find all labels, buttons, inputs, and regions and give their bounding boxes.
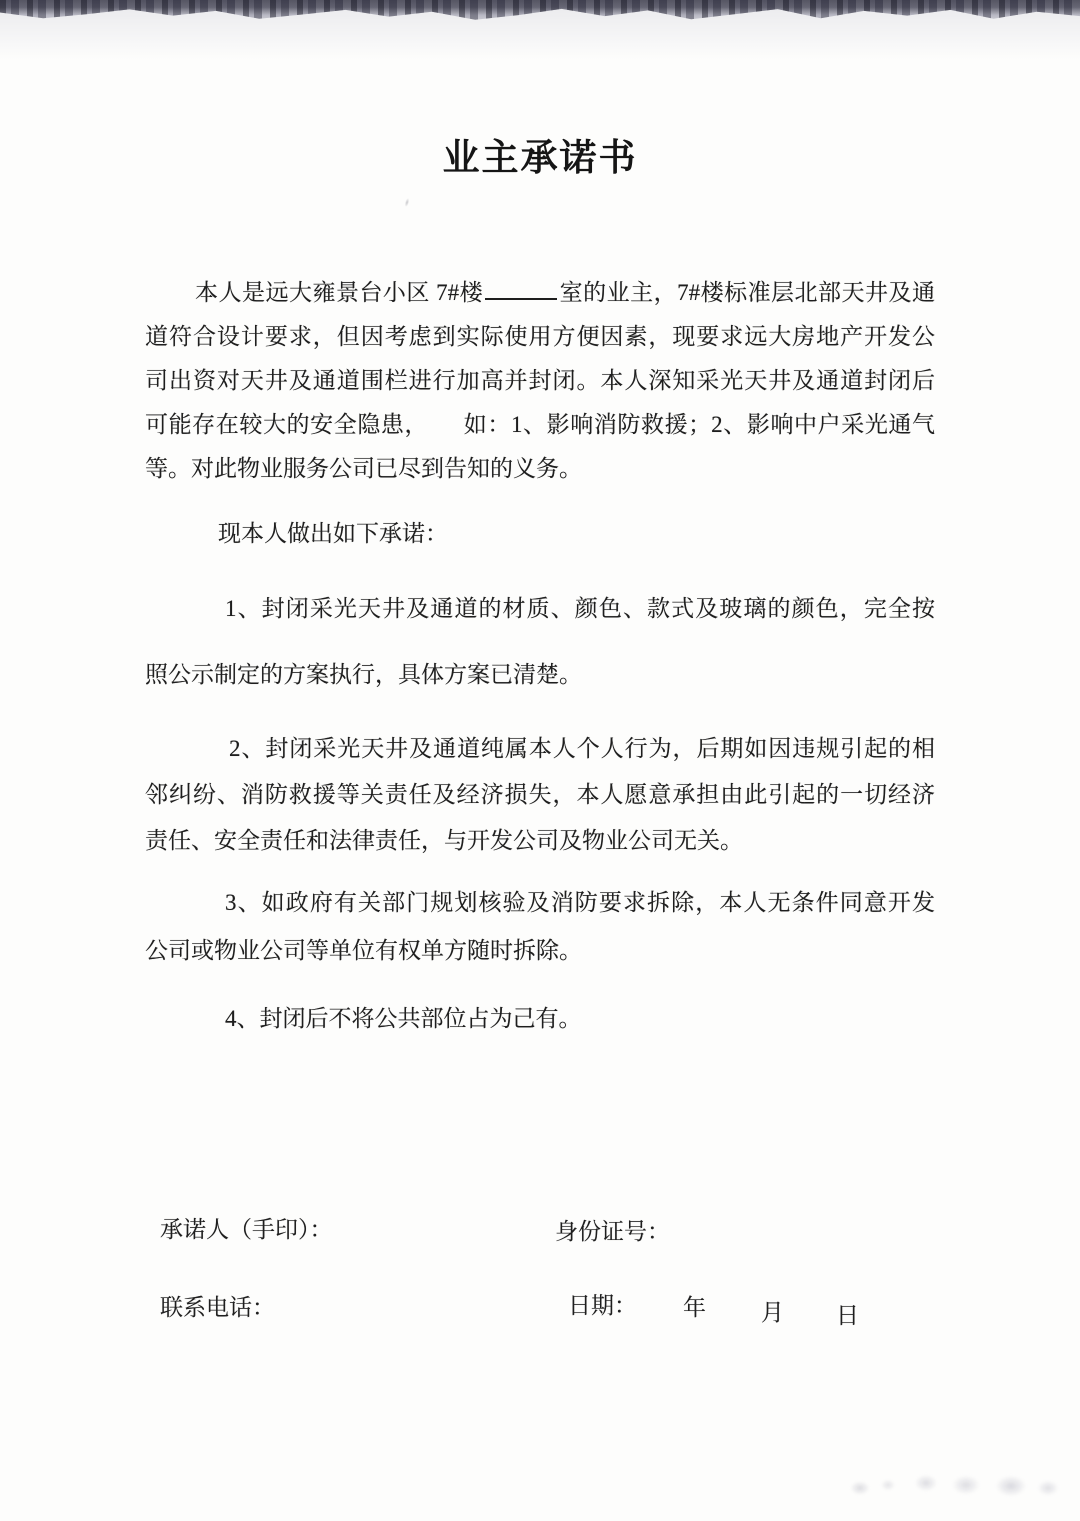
item1-line-2: 照公示制定的方案执行，具体方案已清楚。 — [145, 662, 582, 687]
p1-line-1 — [145, 277, 935, 309]
promiser-label: 承诺人（手印）： — [160, 1217, 333, 1242]
document-title: 业主承诺书 — [442, 138, 638, 179]
p1-line-2: 道符合设计要求，但因考虑到实际使用方便因素，现要求远大房地产开发公 — [145, 324, 935, 349]
phone-label: 联系电话： — [160, 1295, 275, 1320]
scan-artifact-top-edge — [0, 0, 1080, 26]
item3-line-2: 公司或物业公司等单位有权单方随时拆除。 — [145, 938, 582, 963]
date-label: 日期： — [568, 1293, 637, 1318]
item3-line-1: 3、如政府有关部门规划核验及消防要求拆除，本人无条件同意开发 — [225, 890, 935, 915]
year-label: 年 — [683, 1295, 706, 1320]
p1-line-1-before: 本人是远大雍景台小区 7#楼 — [195, 280, 484, 305]
item4-line: 4、封闭后不将公共部位占为己有。 — [225, 1006, 582, 1031]
item1-line-1: 1、封闭采光天井及通道的材质、颜色、款式及玻璃的颜色，完全按 — [225, 596, 935, 621]
room-number-blank-field — [485, 278, 557, 300]
p1-line-3: 司出资对天井及通道围栏进行加高并封闭。本人深知采光天井及通道封闭后 — [145, 368, 935, 393]
month-label: 月 — [761, 1300, 784, 1325]
day-label: 日 — [836, 1303, 859, 1328]
p1-line-4: 可能存在较大的安全隐患， 如：1、影响消防救援；2、影响中户采光通气 — [145, 412, 935, 437]
item2-line-1: 2、封闭采光天井及通道纯属本人个人行为，后期如因违规引起的相 — [229, 736, 935, 761]
promise-intro-line: 现本人做出如下承诺： — [218, 521, 448, 546]
p1-line-5: 等。对此物业服务公司已尽到告知的义务。 — [145, 456, 582, 481]
id-number-label: 身份证号： — [555, 1219, 670, 1244]
watermark-smudge — [840, 1458, 1072, 1508]
scan-speck — [401, 194, 413, 211]
item2-line-2: 邻纠纷、消防救援等关责任及经济损失，本人愿意承担由此引起的一切经济 — [145, 782, 935, 807]
item2-line-3: 责任、安全责任和法律责任，与开发公司及物业公司无关。 — [145, 828, 743, 853]
p1-line-1-after: 室的业主，7#楼标准层北部天井及通 — [559, 280, 936, 305]
